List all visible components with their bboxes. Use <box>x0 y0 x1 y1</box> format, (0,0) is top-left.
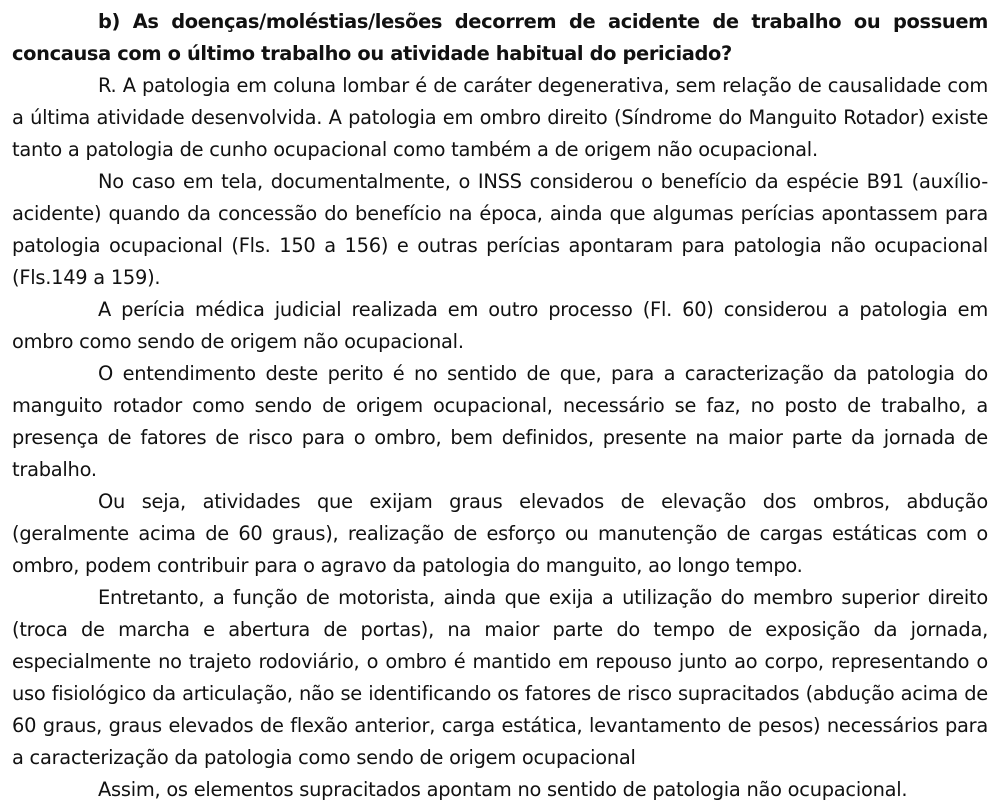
risk-activities-paragraph: Ou seja, atividades que exijam graus elevados de elevação dos ombros, abdução (geralmente acima de 60 graus), realização de esforço ou manutenção de cargas estáticas com o ombro, podem contribuir para o agravo da patologia do manguito, ao longo tempo. <box>12 490 988 577</box>
expert-opinion-paragraph: O entendimento deste perito é no sentido de que, para a caracterização da patologia do manguito rotador como sendo de origem ocupacional, necessário se faz, no posto de trabalho, a presença de fatores de risco para o ombro, bem definidos, presente na maior parte da jornada de trabalho. <box>12 362 988 481</box>
question-heading: b) As doenças/moléstias/lesões decorrem de acidente de trabalho ou possuem concausa com o último trabalho ou atividade habitual do periciado? <box>12 10 988 65</box>
inss-paragraph: No caso em tela, documentalmente, o INSS considerou o benefício da espécie B91 (auxílio-acidente) quando da concessão do benefício na época, ainda que algumas perícias apontassem para patologia ocupacional (Fls. 150 a 156) e outras perícias apontaram para patologia não ocupacional (Fls.149 a 159). <box>12 170 988 289</box>
conclusion-paragraph: Assim, os elementos supracitados apontam no sentido de patologia não ocupacional. <box>98 778 908 801</box>
driver-function-paragraph: Entretanto, a função de motorista, ainda que exija a utilização do membro superior direito (troca de marcha e abertura de portas), na maior parte do tempo de exposição da jornada, especialmente no trajeto rodoviário, o ombro é mantido em repouso junto ao corpo, representando o uso fisiológico da articulação, não se identificando os fatores de risco supracitados (abdução acima de 60 graus, graus elevados de flexão anterior, carga estática, levantamento de pesos) necessários para a caracterização da patologia como sendo de origem ocupacional <box>12 586 988 769</box>
answer-paragraph: R. A patologia em coluna lombar é de caráter degenerativa, sem relação de causalidade com a última atividade desenvolvida. A patologia em ombro direito (Síndrome do Manguito Rotador) existe tanto a patologia de cunho ocupacional como também a de origem não ocupacional. <box>12 74 988 161</box>
judicial-expertise-paragraph: A perícia médica judicial realizada em outro processo (Fl. 60) considerou a patologia em ombro como sendo de origem não ocupacional. <box>12 298 988 353</box>
